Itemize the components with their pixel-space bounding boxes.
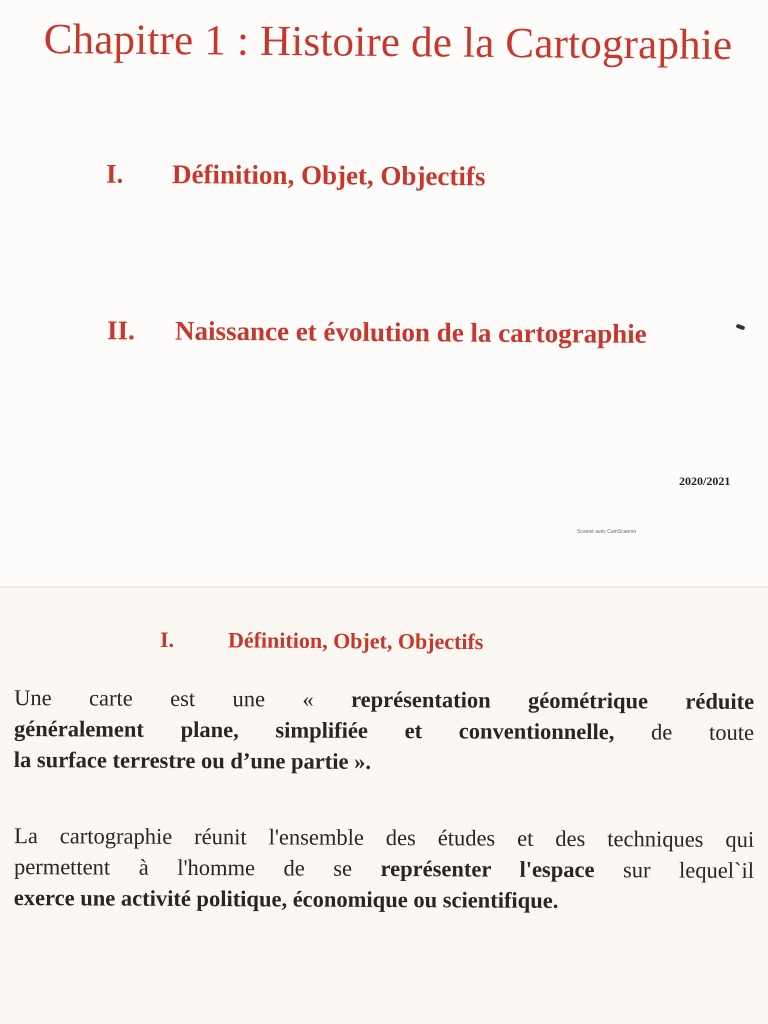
paragraph-1-line-2 <box>14 713 754 748</box>
bold-run: généralement plane, simplifiée et conventionnelle, <box>13 716 615 745</box>
chapter-title: Chapitre 1 : Histoire de la Cartographie <box>43 15 733 70</box>
text-run: de toute <box>614 719 755 745</box>
academic-year: 2020/2021 <box>679 474 731 488</box>
section-heading-title: Définition, Objet, Objectifs <box>227 627 484 655</box>
scanner-watermark: Scanné avec CamScanner <box>577 529 637 535</box>
bold-run: représentation géométrique réduite <box>351 686 755 714</box>
paragraph-1-line-1 <box>14 682 754 717</box>
cartography-paragraph <box>14 820 754 917</box>
outline-item-2-number: II. <box>106 315 135 346</box>
paragraph-2-line-1: La cartographie réunit l'ensemble des études et des techniques qui <box>14 823 755 852</box>
bold-run: exerce une activité politique, économique ou scientifique. <box>13 885 559 913</box>
paragraph-2-line-3 <box>14 882 754 917</box>
text-run: permettent à l'homme de se <box>13 854 381 881</box>
paragraph-1-line-3 <box>14 744 754 779</box>
outline-item-1-title: Définition, Objet, Objectifs <box>171 159 486 192</box>
text-run: Une carte est une « <box>14 685 352 712</box>
outline-item-2-title: Naissance et évolution de la cartographie <box>174 315 647 349</box>
definition-paragraph <box>14 682 754 779</box>
text-run: sur lequel`il <box>594 857 755 883</box>
outline-item-1-number: I. <box>105 158 124 189</box>
outline-item-1 <box>106 159 486 193</box>
outline-item-2 <box>107 315 647 350</box>
section-heading-number: I. <box>159 626 175 652</box>
paragraph-2-line-2 <box>14 851 754 886</box>
bold-run: représenter l'espace <box>380 855 595 883</box>
scan-speck <box>736 324 746 331</box>
bold-run: la surface terrestre ou d’une partie ». <box>13 747 372 774</box>
section-heading <box>160 627 484 655</box>
